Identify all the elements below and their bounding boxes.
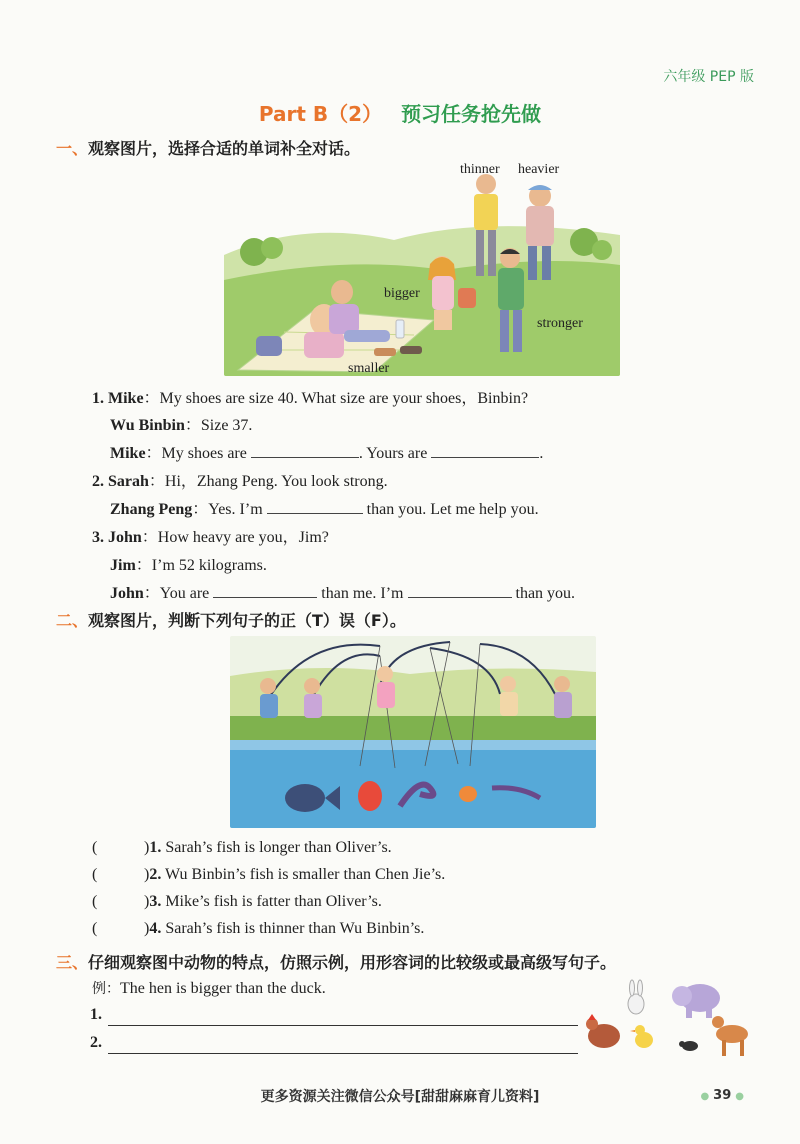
example-text: The hen is bigger than the duck. [120,980,326,997]
tf-number-3: 3. [149,893,162,910]
tf-paren-2[interactable]: ( [92,866,98,883]
section2-text: 观察图片，判断下列句子的正（T）误（F）。 [88,611,406,630]
q2-speaker2: Zhang Peng [110,501,193,518]
tf-number-2: 2. [149,866,162,883]
tf-text-1: Sarah’s fish is longer than Oliver’s. [165,839,392,856]
write-number-2: 2. [90,1034,102,1051]
picnic-illustration [224,160,620,376]
section2-heading [56,608,406,631]
tf-item-1 [92,839,392,857]
label-stronger: stronger [537,316,583,331]
dot-icon: ● [735,1091,744,1102]
q3-speaker1: John [108,529,142,546]
page-number-value: 39 [713,1088,732,1103]
q2-line1 [92,468,388,491]
q2-number: 2. [92,473,104,490]
label-heavier: heavier [518,162,560,177]
q3-number: 3. [92,529,104,546]
write-label-2 [90,1034,102,1052]
tf-close-2: ) [144,866,150,883]
q3-blank1[interactable] [213,583,317,598]
q2-speaker1: Sarah [108,473,149,490]
q3-text3a: ：You are [143,585,210,602]
fishing-illustration [230,636,596,828]
section3-number: 三、 [56,953,89,972]
q1-speaker3: Mike [110,445,146,462]
animals-image [582,978,758,1064]
write-line-1[interactable] [108,1024,578,1026]
q3-text3b: than me. I’m [321,585,404,602]
section3-text: 仔细观察图中动物的特点，仿照示例，用形容词的比较级或最高级写句子。 [88,953,617,972]
q2-blank1[interactable] [267,499,363,514]
fishing-scene-image [230,636,596,828]
q3-line1 [92,524,329,547]
q3-text3c: than you. [515,585,576,602]
part-label: Part B（2） [258,102,383,126]
task-label: 预习任务抢先做 [401,102,542,126]
dot-icon: ● [700,1091,710,1102]
q3-text2: ：I’m 52 kilograms. [135,557,267,574]
label-bigger: bigger [384,286,420,301]
section1-heading [56,136,360,159]
page-number [696,1088,748,1103]
example-prefix: 例： [92,981,120,997]
q3-speaker2: Jim [110,557,136,574]
example-line [92,978,326,998]
q3-speaker3: John [110,585,144,602]
q1-text3b: . Yours are [358,445,428,462]
q1-blank2[interactable] [431,443,539,458]
q1-text1: ：My shoes are size 40. What size are your shoes，Binbin? [143,390,529,407]
q1-blank1[interactable] [251,443,359,458]
tf-text-4: Sarah’s fish is thinner than Wu Binbin’s. [165,920,425,937]
q1-speaker2: Wu Binbin [110,417,185,434]
q3-line2 [110,552,267,575]
write-label-1 [90,1006,102,1024]
q3-blank2[interactable] [408,583,512,598]
section2-number: 二、 [56,611,89,630]
tf-item-3 [92,893,382,911]
page-title [0,98,800,127]
q2-text2b: than you. Let me help you. [366,501,539,518]
q3-text1: ：How heavy are you，Jim? [141,529,329,546]
q1-number: 1. [92,390,104,407]
write-line-2[interactable] [108,1052,578,1054]
section1-text: 观察图片，选择合适的单词补全对话。 [88,139,361,158]
write-number-1: 1. [90,1006,102,1023]
tf-item-4 [92,920,424,938]
q1-text3c: . [539,445,544,462]
q3-line3 [110,580,575,603]
tf-close-1: ) [144,839,150,856]
tf-close-4: ) [144,920,150,937]
tf-paren-1[interactable]: ( [92,839,98,856]
section3-heading [56,950,616,973]
q2-line2 [110,496,539,519]
q1-text3a: ：My shoes are [145,445,247,462]
tf-paren-3[interactable]: ( [92,893,98,910]
q1-speaker1: Mike [108,390,144,407]
section1-number: 一、 [56,139,89,158]
tf-paren-4[interactable]: ( [92,920,98,937]
label-thinner: thinner [460,162,500,177]
tf-number-1: 1. [149,839,162,856]
q1-line1 [92,385,528,408]
tf-text-2: Wu Binbin’s fish is smaller than Chen Jie’s. [165,866,446,883]
tf-number-4: 4. [149,920,162,937]
q2-text2a: ：Yes. I’m [192,501,263,518]
tf-item-2 [92,866,445,884]
q1-line3 [110,440,543,463]
footer-text: 更多资源关注微信公众号[甜甜麻麻育儿资料] [260,1089,540,1105]
animals-illustration [582,978,758,1064]
label-smaller: smaller [348,361,390,376]
q2-text1: ：Hi，Zhang Peng. You look strong. [148,473,388,490]
tf-text-3: Mike’s fish is fatter than Oliver’s. [165,893,382,910]
grade-label: 六年级 PEP 版 [663,69,754,85]
q1-line2 [110,412,252,435]
q1-text2: ：Size 37. [184,417,253,434]
tf-close-3: ) [144,893,150,910]
picnic-scene-image [224,160,620,376]
